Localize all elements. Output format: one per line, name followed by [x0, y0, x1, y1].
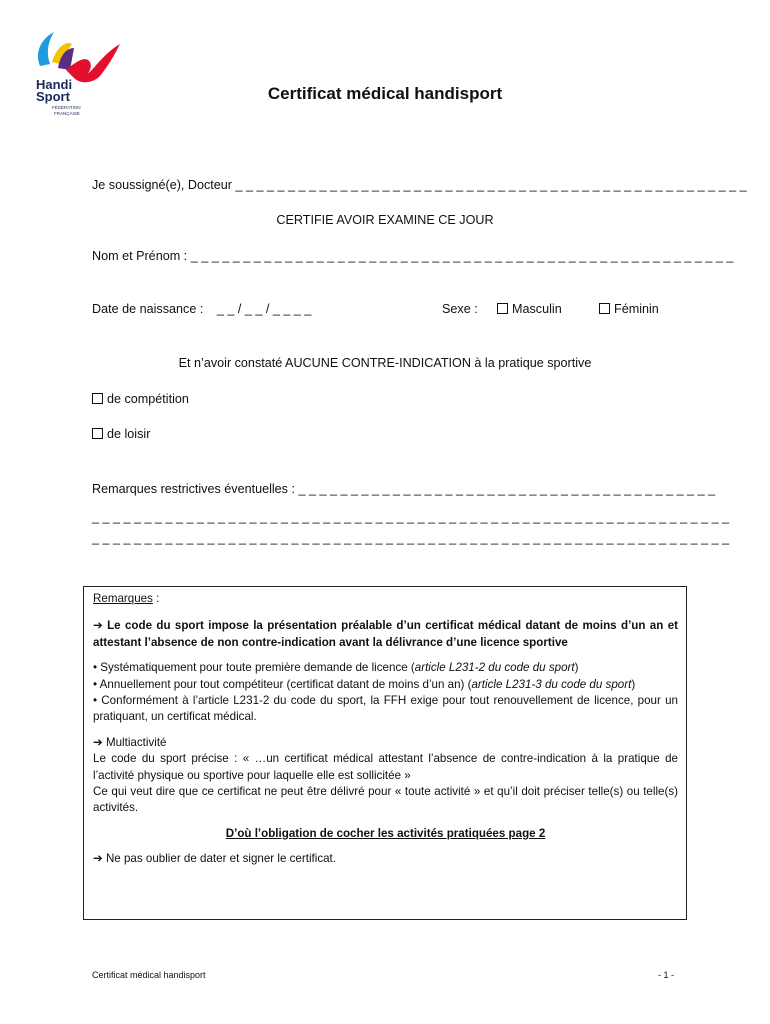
- remarks-field-3[interactable]: _ _ _ _ _ _ _ _ _ _ _ _ _ _ _ _ _ _ _ _ _ _ _ _ _ _ _ _ _ _ _ _ _ _ _ _ _ _ _ _ _ _ _ _ _ _ _ _ _ _ _ _ _ _ _ _ _ _ _ _ _: [92, 531, 730, 545]
- sex-label: Sexe :: [442, 302, 478, 316]
- birth-row: [92, 302, 311, 316]
- birth-field[interactable]: _ _ / _ _ / _ _ _ _: [216, 302, 312, 316]
- competition-label: de compétition: [107, 392, 189, 406]
- bullet-2-end: ): [631, 677, 636, 691]
- competition-option[interactable]: [92, 392, 189, 406]
- bullet-2-text: • Annuellement pour tout compétiteur (certificat datant de moins d’un an) (: [93, 677, 472, 691]
- sign-reminder-text: Ne pas oublier de dater et signer le certificat.: [105, 852, 337, 866]
- bullet-renewal: • Conformément à l’article L231-2 du code du sport, la FFH exige pour tout renouvellement de licence, pour un pratiquant, un certificat médical.: [93, 694, 678, 724]
- leisure-checkbox[interactable]: [92, 428, 103, 439]
- birth-label: Date de naissance :: [92, 302, 204, 316]
- logo-text-francaise: FRANÇAISE: [54, 111, 80, 116]
- female-label: Féminin: [614, 302, 659, 316]
- page-title: Certificat médical handisport: [267, 84, 503, 103]
- no-contraindication-text: Et n’avoir constaté AUCUNE CONTRE-INDICATION à la pratique sportive: [178, 356, 592, 370]
- remarks-box: [83, 586, 687, 920]
- handisport-logo: [30, 30, 122, 120]
- page-number: - 1 -: [658, 970, 675, 980]
- name-field[interactable]: _ _ _ _ _ _ _ _ _ _ _ _ _ _ _ _ _ _ _ _ _ _ _ _ _ _ _ _ _ _ _ _ _ _ _ _ _ _ _ _ _ _ _ _ _ _ _ _ _ _ _ _: [190, 249, 734, 263]
- multiactivity-label: Multiactivité: [105, 735, 167, 749]
- logo-text-sport: Sport: [36, 89, 70, 104]
- arrow-icon: ➔: [93, 735, 106, 749]
- bullet-annual: [93, 677, 678, 693]
- logo-text-handi: Handi: [36, 77, 73, 92]
- bullet-2-reference: article L231-3 du code du sport: [471, 677, 632, 691]
- remarks-row: [92, 482, 715, 496]
- remarks-field-1[interactable]: _ _ _ _ _ _ _ _ _ _ _ _ _ _ _ _ _ _ _ _ _ _ _ _ _ _ _ _ _ _ _ _ _ _ _ _ _ _ _ _: [298, 482, 716, 496]
- doctor-label: Je soussigné(e), Docteur: [92, 178, 232, 192]
- multiactivity-heading: [93, 735, 678, 751]
- arrow-icon: ➔: [93, 619, 108, 633]
- sign-reminder: [93, 851, 678, 867]
- doctor-row: [92, 178, 747, 192]
- male-option[interactable]: [497, 302, 562, 316]
- certify-text: CERTIFIE AVOIR EXAMINE CE JOUR: [276, 213, 494, 227]
- bullet-1-text: • Systématiquement pour toute première demande de licence (: [93, 661, 415, 675]
- logo-text-federation: FÉDÉRATION: [52, 105, 81, 110]
- leisure-label: de loisir: [107, 427, 151, 441]
- remarks-field-2[interactable]: _ _ _ _ _ _ _ _ _ _ _ _ _ _ _ _ _ _ _ _ _ _ _ _ _ _ _ _ _ _ _ _ _ _ _ _ _ _ _ _ _ _ _ _ _ _ _ _ _ _ _ _ _ _ _ _ _ _ _ _ _: [92, 510, 730, 524]
- legal-requirement: [93, 618, 678, 651]
- legal-requirement-text: Le code du sport impose la présentation préalable d’un certificat médical datant de moins d’un an et attestant l’absence de non contre-indication avant la délivrance d’une licence sportive: [93, 619, 679, 649]
- leisure-option[interactable]: [92, 427, 150, 441]
- box-heading-text: Remarques: [93, 592, 153, 605]
- bullet-first-request: [93, 660, 678, 676]
- female-option[interactable]: [599, 302, 659, 316]
- name-label: Nom et Prénom :: [92, 249, 188, 263]
- name-row: [92, 249, 733, 263]
- multiactivity-text-1: Le code du sport précise : « …un certificat médical attestant l’absence de contre-indication à la pratique de l’activité physique ou sportive pour laquelle elle est sollicitée »: [93, 752, 678, 782]
- bullet-1-reference: article L231-2 du code du sport: [414, 661, 575, 675]
- remarks-label: Remarques restrictives éventuelles :: [92, 482, 295, 496]
- bullet-1-end: ): [574, 661, 579, 675]
- obligation-note: D’où l’obligation de cocher les activités pratiquées page 2: [225, 826, 546, 840]
- footer-title: Certificat médical handisport: [92, 970, 206, 980]
- arrow-icon: ➔: [93, 852, 106, 866]
- box-heading: [93, 591, 678, 607]
- competition-checkbox[interactable]: [92, 393, 103, 404]
- doctor-field[interactable]: _ _ _ _ _ _ _ _ _ _ _ _ _ _ _ _ _ _ _ _ _ _ _ _ _ _ _ _ _ _ _ _ _ _ _ _ _ _ _ _ _ _ _ _ _ _ _ _ _: [235, 178, 747, 192]
- male-checkbox[interactable]: [497, 303, 508, 314]
- female-checkbox[interactable]: [599, 303, 610, 314]
- male-label: Masculin: [512, 302, 562, 316]
- multiactivity-text-2: Ce qui veut dire que ce certificat ne peut être délivré pour « toute activité » et qu’il doit préciser telle(s) ou telle(s) activités.: [93, 785, 678, 815]
- box-heading-colon: :: [152, 592, 160, 605]
